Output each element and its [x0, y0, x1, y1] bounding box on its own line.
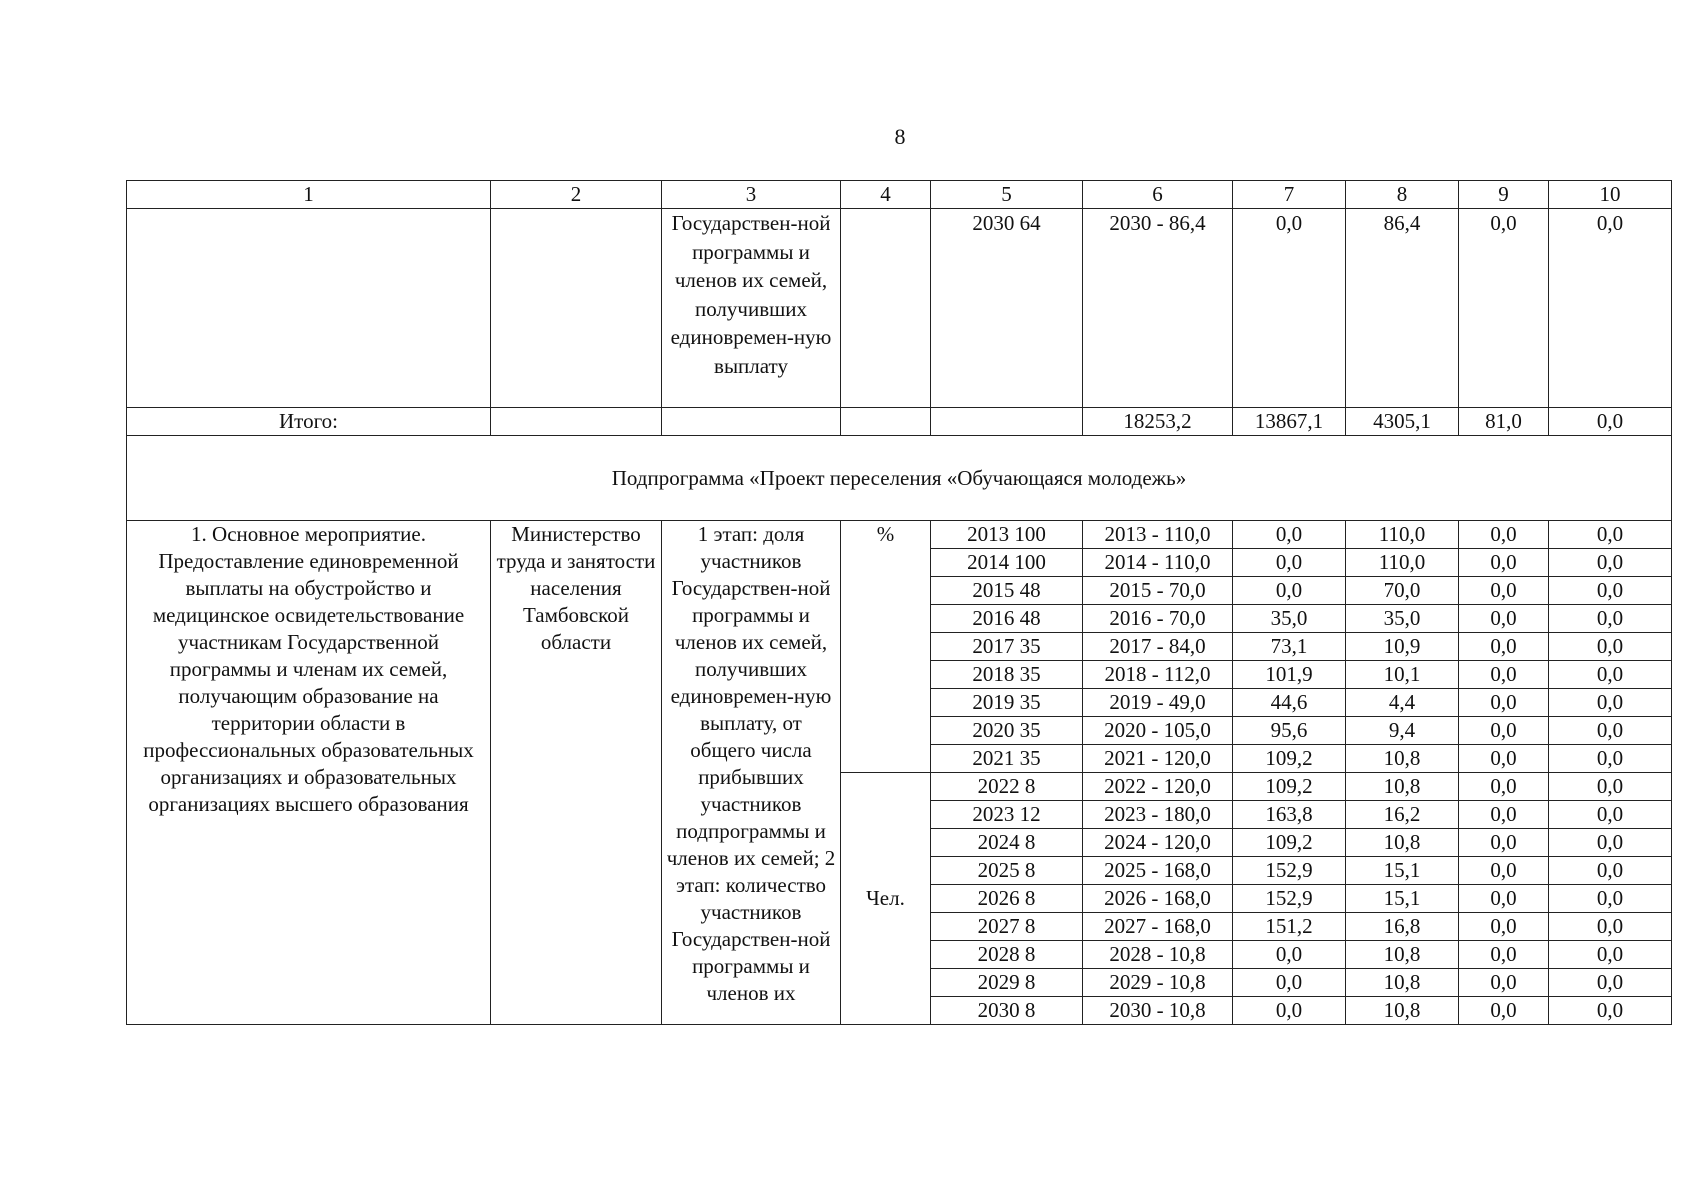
cell-c7: 44,6	[1233, 689, 1346, 717]
cell-c9: 0,0	[1459, 661, 1549, 689]
cell-c6: 2028 - 10,8	[1083, 941, 1233, 969]
cell-c8: 10,8	[1346, 773, 1459, 801]
column-number: 1	[127, 181, 491, 209]
cell-c10: 0,0	[1549, 913, 1672, 941]
subprogram-title: Подпрограмма «Проект переселения «Обучающаяся молодежь»	[127, 436, 1672, 521]
total-label: Итого:	[127, 408, 491, 436]
cell-c6: 2021 - 120,0	[1083, 745, 1233, 773]
cell-c8: 110,0	[1346, 521, 1459, 549]
cell-c6: 2025 - 168,0	[1083, 857, 1233, 885]
empty-cell	[931, 408, 1083, 436]
cell-c8: 110,0	[1346, 549, 1459, 577]
cell-c7: 151,2	[1233, 913, 1346, 941]
cell-c9: 0,0	[1459, 549, 1549, 577]
cell-c7: 109,2	[1233, 745, 1346, 773]
cell-c10: 0,0	[1549, 521, 1672, 549]
cell-c6: 2015 - 70,0	[1083, 577, 1233, 605]
regional-budget-value: 86,4	[1346, 209, 1459, 408]
cell-c9: 0,0	[1459, 913, 1549, 941]
cell-c6: 2024 - 120,0	[1083, 829, 1233, 857]
cell-c8: 10,1	[1346, 661, 1459, 689]
cell-c6: 2029 - 10,8	[1083, 969, 1233, 997]
cell-c7: 0,0	[1233, 549, 1346, 577]
cell-c6: 2020 - 105,0	[1083, 717, 1233, 745]
cell-c9: 0,0	[1459, 829, 1549, 857]
cell-c8: 16,2	[1346, 801, 1459, 829]
total-funding: 18253,2	[1083, 408, 1233, 436]
cell-c7: 0,0	[1233, 941, 1346, 969]
indicator-text: 1 этап: доля участников Государствен-ной программы и членов их семей, получивших единовремен-ную выплату, от общего числа прибывших участников подпрограммы и членов их семей; 2 этап: количество участников Государствен-ной программы и членов их	[662, 521, 841, 1025]
cell-c5: 2022 8	[931, 773, 1083, 801]
cell-c6: 2027 - 168,0	[1083, 913, 1233, 941]
cell-c9: 0,0	[1459, 773, 1549, 801]
cell-c5: 2029 8	[931, 969, 1083, 997]
total-regional: 4305,1	[1346, 408, 1459, 436]
other-sources-value: 0,0	[1549, 209, 1672, 408]
cell-c6: 2018 - 112,0	[1083, 661, 1233, 689]
cell-c6: 2022 - 120,0	[1083, 773, 1233, 801]
empty-cell	[841, 408, 931, 436]
cell-c6: 2019 - 49,0	[1083, 689, 1233, 717]
indicator-value: 2030 64	[931, 209, 1083, 408]
cell-c9: 0,0	[1459, 521, 1549, 549]
total-federal: 13867,1	[1233, 408, 1346, 436]
cell-c9: 0,0	[1459, 633, 1549, 661]
cell-c5: 2014 100	[931, 549, 1083, 577]
cell-c10: 0,0	[1549, 661, 1672, 689]
measure-title: 1. Основное мероприятие. Предоставление единовременной выплаты на обустройство и медицинское освидетельствование участникам Государственной программы и членам их семей, получающим образование на территории области в профессиональных образовательных организациях и образовательных организациях высшего образования	[127, 521, 491, 1025]
cell-c5: 2024 8	[931, 829, 1083, 857]
cell-c5: 2025 8	[931, 857, 1083, 885]
cell-c10: 0,0	[1549, 577, 1672, 605]
cell-c7: 109,2	[1233, 829, 1346, 857]
column-number: 6	[1083, 181, 1233, 209]
cell-c9: 0,0	[1459, 605, 1549, 633]
empty-cell	[662, 408, 841, 436]
cell-c10: 0,0	[1549, 997, 1672, 1025]
cell-c10: 0,0	[1549, 801, 1672, 829]
cell-c10: 0,0	[1549, 549, 1672, 577]
cell-c5: 2030 8	[931, 997, 1083, 1025]
cell-c5: 2028 8	[931, 941, 1083, 969]
cell-c9: 0,0	[1459, 969, 1549, 997]
cell-c5: 2017 35	[931, 633, 1083, 661]
cell-c8: 15,1	[1346, 857, 1459, 885]
cell-c10: 0,0	[1549, 717, 1672, 745]
cell-c6: 2026 - 168,0	[1083, 885, 1233, 913]
unit-stage1: %	[841, 521, 931, 773]
cell-c7: 0,0	[1233, 997, 1346, 1025]
cell-c8: 70,0	[1346, 577, 1459, 605]
column-number: 9	[1459, 181, 1549, 209]
cell-c8: 10,8	[1346, 941, 1459, 969]
cell-c5: 2018 35	[931, 661, 1083, 689]
cell-c10: 0,0	[1549, 745, 1672, 773]
empty-cell	[491, 408, 662, 436]
total-local: 81,0	[1459, 408, 1549, 436]
cell-c9: 0,0	[1459, 885, 1549, 913]
cell-c10: 0,0	[1549, 605, 1672, 633]
cell-c8: 9,4	[1346, 717, 1459, 745]
cell-c7: 163,8	[1233, 801, 1346, 829]
cell-c7: 152,9	[1233, 885, 1346, 913]
column-number: 8	[1346, 181, 1459, 209]
cell-c5: 2023 12	[931, 801, 1083, 829]
cell-c7: 109,2	[1233, 773, 1346, 801]
cell-c9: 0,0	[1459, 997, 1549, 1025]
cell-c6: 2016 - 70,0	[1083, 605, 1233, 633]
total-other: 0,0	[1549, 408, 1672, 436]
cell-c9: 0,0	[1459, 857, 1549, 885]
cell-c8: 15,1	[1346, 885, 1459, 913]
table-row	[127, 521, 1672, 549]
cell-c9: 0,0	[1459, 801, 1549, 829]
cell-c6: 2017 - 84,0	[1083, 633, 1233, 661]
empty-cell	[127, 209, 491, 408]
empty-cell	[491, 209, 662, 408]
cell-c5: 2027 8	[931, 913, 1083, 941]
cell-c10: 0,0	[1549, 689, 1672, 717]
cell-c10: 0,0	[1549, 941, 1672, 969]
cell-c10: 0,0	[1549, 857, 1672, 885]
cell-c6: 2013 - 110,0	[1083, 521, 1233, 549]
cell-c5: 2020 35	[931, 717, 1083, 745]
continued-indicator-row	[127, 209, 1672, 408]
cell-c7: 0,0	[1233, 969, 1346, 997]
cell-c10: 0,0	[1549, 633, 1672, 661]
funding-total: 2030 - 86,4	[1083, 209, 1233, 408]
unit-stage2: Чел.	[841, 773, 931, 1025]
cell-c7: 35,0	[1233, 605, 1346, 633]
cell-c7: 0,0	[1233, 521, 1346, 549]
cell-c7: 0,0	[1233, 577, 1346, 605]
cell-c5: 2015 48	[931, 577, 1083, 605]
cell-c8: 10,8	[1346, 997, 1459, 1025]
cell-c5: 2019 35	[931, 689, 1083, 717]
local-budget-value: 0,0	[1459, 209, 1549, 408]
cell-c5: 2026 8	[931, 885, 1083, 913]
cell-c8: 10,8	[1346, 969, 1459, 997]
cell-c5: 2021 35	[931, 745, 1083, 773]
cell-c9: 0,0	[1459, 745, 1549, 773]
cell-c10: 0,0	[1549, 773, 1672, 801]
cell-c6: 2014 - 110,0	[1083, 549, 1233, 577]
column-number: 10	[1549, 181, 1672, 209]
cell-c7: 101,9	[1233, 661, 1346, 689]
cell-c5: 2016 48	[931, 605, 1083, 633]
executor: Министерство труда и занятости населения Тамбовской области	[491, 521, 662, 1025]
column-number-row	[127, 181, 1672, 209]
cell-c10: 0,0	[1549, 969, 1672, 997]
column-number: 2	[491, 181, 662, 209]
cell-c10: 0,0	[1549, 829, 1672, 857]
federal-budget-value: 0,0	[1233, 209, 1346, 408]
column-number: 7	[1233, 181, 1346, 209]
cell-c7: 152,9	[1233, 857, 1346, 885]
cell-c9: 0,0	[1459, 689, 1549, 717]
cell-c6: 2023 - 180,0	[1083, 801, 1233, 829]
cell-c8: 10,8	[1346, 829, 1459, 857]
page-number: 8	[894, 124, 906, 149]
subprogram-row	[127, 436, 1672, 521]
total-row	[127, 408, 1672, 436]
cell-c8: 16,8	[1346, 913, 1459, 941]
cell-c9: 0,0	[1459, 577, 1549, 605]
cell-c9: 0,0	[1459, 717, 1549, 745]
column-number: 3	[662, 181, 841, 209]
cell-c8: 4,4	[1346, 689, 1459, 717]
cell-c8: 10,9	[1346, 633, 1459, 661]
column-number: 4	[841, 181, 931, 209]
cell-c10: 0,0	[1549, 885, 1672, 913]
cell-c8: 35,0	[1346, 605, 1459, 633]
cell-c8: 10,8	[1346, 745, 1459, 773]
column-number: 5	[931, 181, 1083, 209]
cell-c5: 2013 100	[931, 521, 1083, 549]
cell-c7: 73,1	[1233, 633, 1346, 661]
cell-c9: 0,0	[1459, 941, 1549, 969]
empty-cell	[841, 209, 931, 408]
program-table	[126, 180, 1672, 1025]
cell-c7: 95,6	[1233, 717, 1346, 745]
cell-c6: 2030 - 10,8	[1083, 997, 1233, 1025]
indicator-text: Государствен-ной программы и членов их семей, получивших единовремен-ную выплату	[662, 209, 841, 408]
